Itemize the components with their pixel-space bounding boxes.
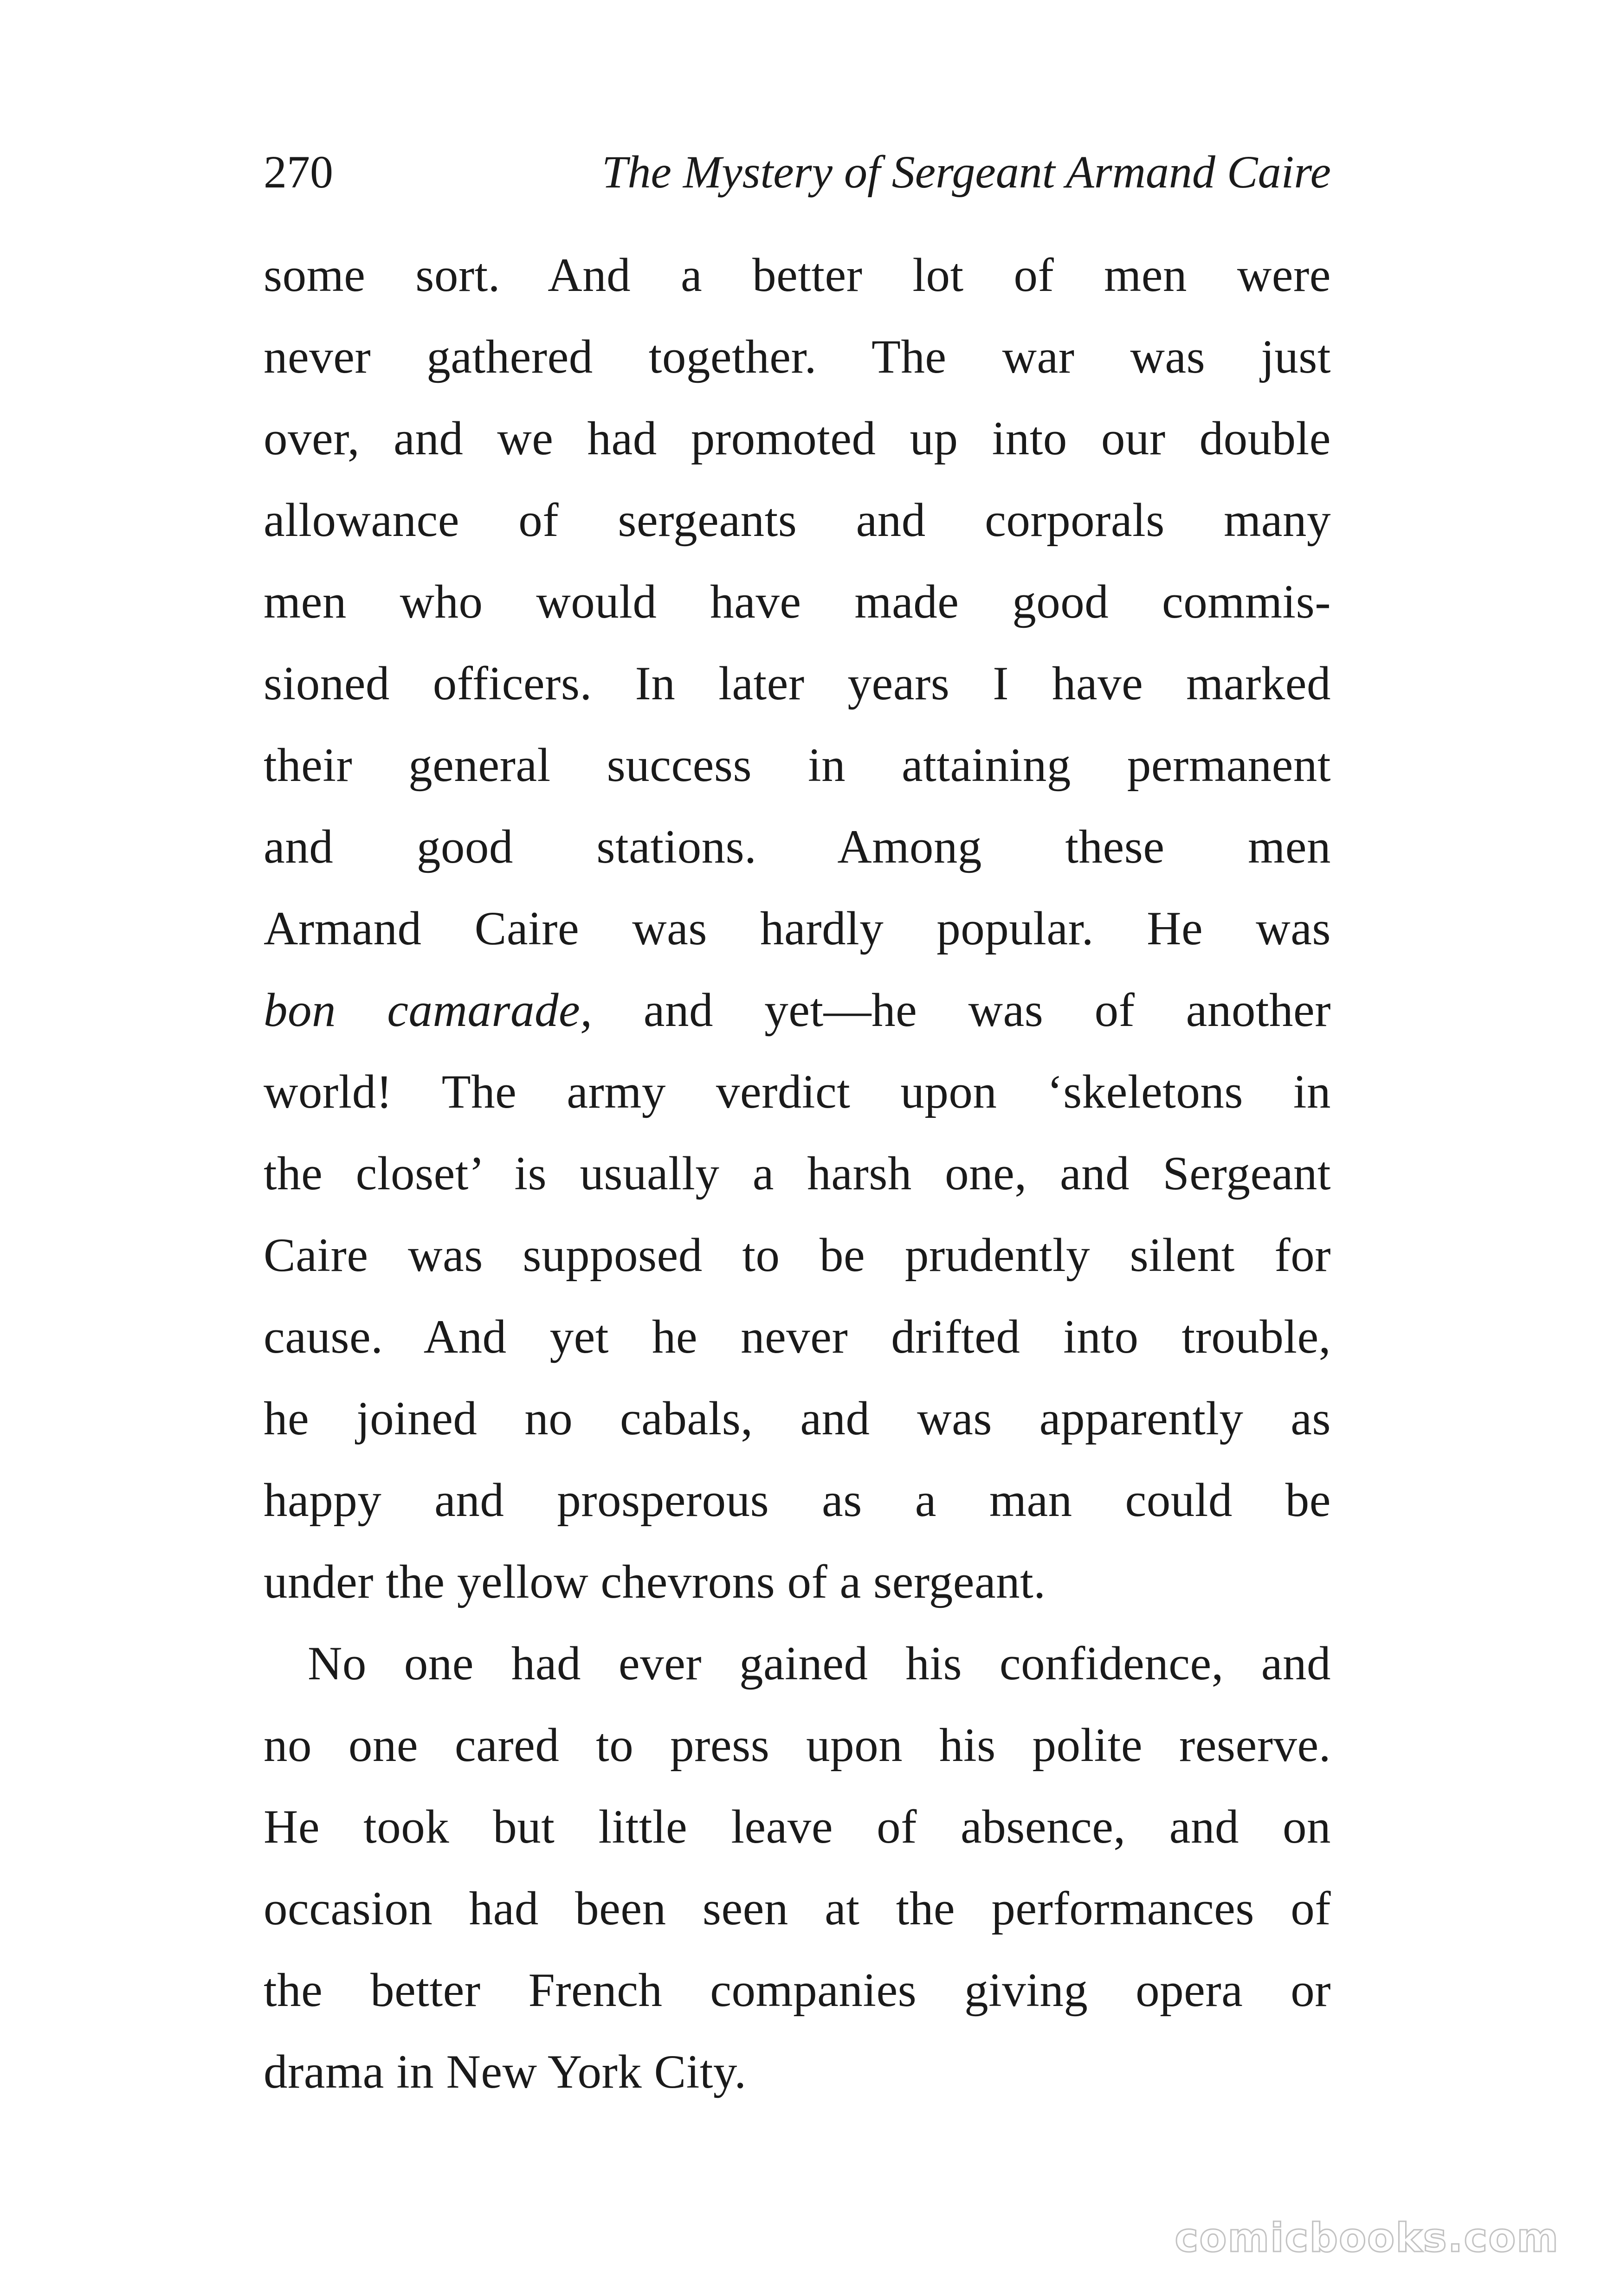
- text-line: world! The army verdict upon ‘skeletons in: [264, 1065, 1331, 1118]
- running-title: The Mystery of Sergeant Armand Caire: [601, 146, 1331, 198]
- page-header: [264, 137, 1331, 207]
- text-line: and good stations. Among these men: [264, 820, 1331, 873]
- text-line: sioned officers. In later years I have marked: [264, 657, 1331, 710]
- text-line: some sort. And a better lot of men were: [264, 249, 1331, 302]
- text-line: the closet’ is usually a harsh one, and Sergeant: [264, 1147, 1331, 1200]
- text-line: under the yellow chevrons of a sergeant.: [264, 1555, 1046, 1608]
- text-line: cause. And yet he never drifted into trouble,: [264, 1310, 1331, 1363]
- text-line: over, and we had promoted up into our double: [264, 412, 1331, 465]
- text-line: the better French companies giving opera or: [264, 1964, 1331, 2017]
- italic-phrase: bon camarade,: [264, 984, 593, 1037]
- page-number: 270: [264, 146, 333, 198]
- text-line: happy and prosperous as a man could be: [264, 1474, 1331, 1527]
- text-line: [264, 969, 1331, 1051]
- watermark: comicbooks.com: [1175, 2215, 1559, 2261]
- text-line: he joined no cabals, and was apparently as: [264, 1392, 1331, 1445]
- text-line: Caire was supposed to be prudently silent for: [264, 1229, 1331, 1282]
- text-line: never gathered together. The war was just: [264, 330, 1331, 383]
- text-line: drama in New York City.: [264, 2045, 747, 2098]
- text-line-rest: and yet—he was of another: [643, 984, 1331, 1037]
- text-line: Armand Caire was hardly popular. He was: [264, 902, 1331, 955]
- text-line: He took but little leave of absence, and on: [264, 1800, 1331, 1853]
- text-line: men who would have made good commis-: [264, 575, 1331, 628]
- text-line: occasion had been seen at the performances of: [264, 1882, 1331, 1935]
- text-line: their general success in attaining permanent: [264, 739, 1331, 792]
- text-line: No one had ever gained his confidence, and: [308, 1637, 1331, 1690]
- body-text: [264, 234, 1331, 2113]
- paragraph: [264, 1623, 1331, 2113]
- paragraph: [264, 234, 1331, 1623]
- text-line: no one cared to press upon his polite reserve.: [264, 1719, 1331, 1772]
- text-line: allowance of sergeants and corporals many: [264, 494, 1331, 547]
